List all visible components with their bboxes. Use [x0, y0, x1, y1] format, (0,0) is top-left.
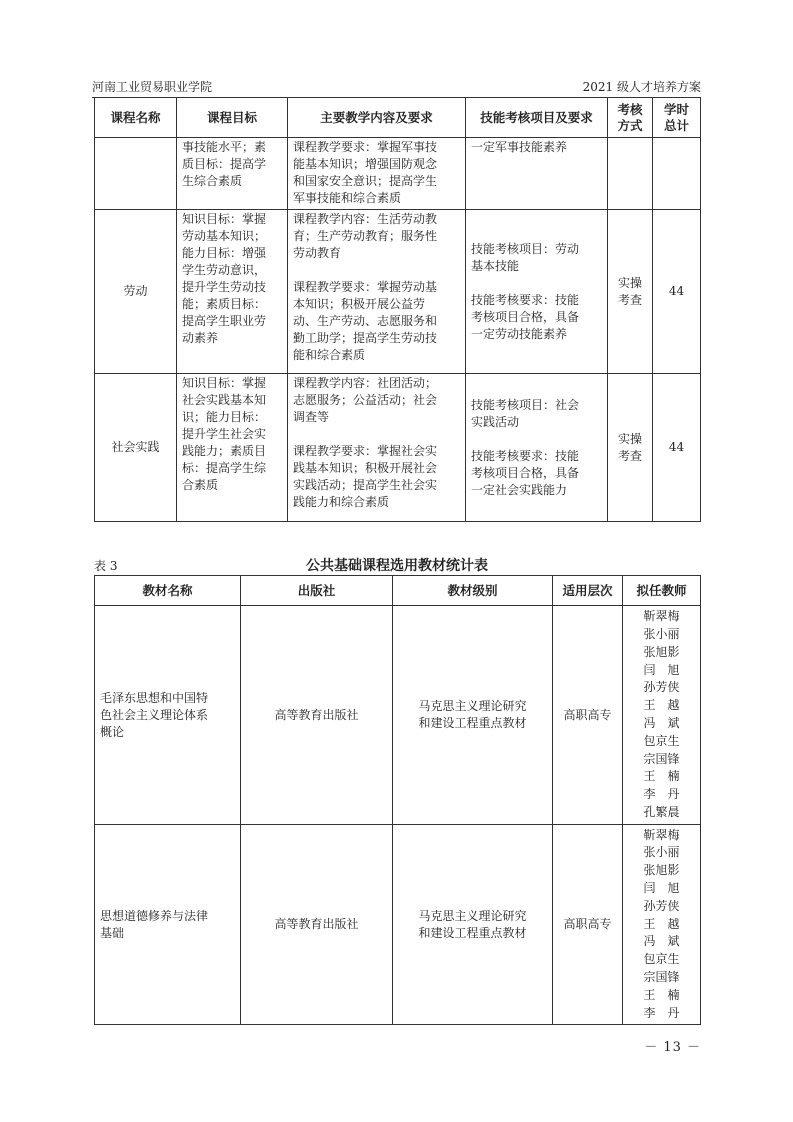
cell-teachers-line: 张旭影 [643, 863, 680, 878]
cell-content-line: 本知识；积极开展公益劳 [293, 297, 426, 311]
cell-content-line: 践能力和综合素质 [293, 495, 390, 509]
cell-goal-line: 事技能水平；素 [182, 140, 267, 154]
table3-title: 公共基础课程选用教材统计表 [306, 558, 488, 574]
cell-goal-line: 生综合素质 [182, 174, 243, 188]
cell-goal-line: 质目标：提高学 [182, 157, 267, 171]
cell-skill-line: 技能考核要求：技能 [471, 292, 580, 307]
cell-book-level [393, 606, 553, 825]
cell-teachers-line: 冯 斌 [643, 716, 680, 730]
cell-name: 劳动 [95, 210, 177, 374]
cell-teachers-line: 王 楠 [643, 987, 680, 1002]
cell-teachers-line: 孙芳侠 [643, 898, 680, 913]
cell-goal-line: 提高学生职业劳 [182, 314, 267, 328]
cell-skill-line: 考核项目合格，具备 [471, 309, 580, 324]
cell-content-line: 志愿服务；公益活动；社会 [293, 393, 438, 407]
cell-book-name-line: 基础 [100, 925, 125, 940]
table-row-labor [95, 210, 701, 374]
cell-goal-line: 提升学生社会实 [182, 427, 267, 441]
col-header-content: 主要教学内容及要求 [288, 98, 466, 138]
course-table [94, 97, 701, 522]
cell-skill-line: 基本技能 [471, 258, 520, 273]
col-header-book-level: 教材级别 [393, 576, 553, 606]
paragraph-gap [293, 262, 460, 279]
cell-teachers-line: 孙芳侠 [643, 680, 680, 695]
cell-teachers-line: 闫 旭 [643, 662, 680, 677]
cell-book-name-line: 概论 [100, 724, 125, 739]
table-row-book [95, 606, 701, 825]
cell-book-level-line: 马克思主义理论研究 [418, 699, 527, 713]
cell-teachers-line: 靳翠梅 [643, 827, 680, 842]
cell-publisher: 高等教育出版社 [241, 825, 393, 1025]
cell-goal-line: 能力目标：增强 [182, 246, 267, 260]
paragraph-gap [471, 275, 602, 292]
cell-teachers-line: 张旭影 [643, 644, 680, 659]
cell-goal-line: 劳动基本知识； [182, 229, 267, 243]
cell-teachers-line: 王 楠 [643, 769, 680, 784]
cell-method [608, 138, 653, 210]
header-text-line: 学时 [663, 101, 689, 117]
cell-book-level-line: 马克思主义理论研究 [418, 908, 527, 923]
cell-teachers-line: 包京生 [643, 733, 680, 748]
cell-hours [653, 138, 701, 210]
header-plan-title: 2021 级人才培养方案 [582, 80, 701, 94]
cell-teachers-line: 王 越 [643, 698, 680, 713]
cell-skill-line: 一定社会实践能力 [471, 482, 568, 497]
header-text-line: 总计 [663, 117, 689, 133]
cell-goal-line: 知识目标：掌握 [182, 212, 267, 226]
cell-goal [177, 210, 288, 374]
table-header-row [95, 98, 701, 138]
cell-skill-line: 技能考核项目：社会 [471, 397, 580, 412]
col-header-publisher: 出版社 [241, 576, 393, 606]
cell-content-line: 课程教学要求：掌握劳动基 [293, 280, 438, 294]
cell-tier: 高职高专 [553, 606, 623, 825]
cell-skill [466, 138, 608, 210]
cell-teachers [623, 825, 701, 1025]
cell-content-line: 践基本知识；积极开展社会 [293, 461, 438, 475]
table3-label: 表 3 [94, 559, 118, 573]
cell-skill-line: 一定劳动技能素养 [471, 326, 568, 341]
cell-content-line: 和国家安全意识；提高学生 [293, 174, 438, 188]
cell-content-line: 动、生产劳动、志愿服务和 [293, 314, 438, 328]
cell-book-level [393, 825, 553, 1025]
cell-content-line: 能基本知识；增强国防观念 [293, 157, 438, 171]
cell-name: 社会实践 [95, 374, 177, 522]
page-number: － 13 － [644, 1040, 701, 1055]
cell-goal-line: 识；能力目标： [182, 410, 267, 424]
cell-book-name-line: 毛泽东思想和中国特 [100, 690, 209, 705]
cell-teachers-line: 张小丽 [643, 627, 680, 642]
cell-content [288, 138, 466, 210]
col-header-tier: 适用层次 [553, 576, 623, 606]
col-header-teachers: 拟任教师 [623, 576, 701, 606]
cell-content-line: 课程教学内容：生活劳动教 [293, 212, 438, 226]
cell-skill-line: 实践活动 [471, 414, 520, 429]
cell-content-line: 能和综合素质 [293, 348, 366, 362]
cell-method-line: 实操 [617, 275, 642, 290]
cell-goal [177, 138, 288, 210]
textbook-table [94, 575, 701, 1025]
cell-book-name [95, 606, 241, 825]
cell-skill [466, 374, 608, 522]
cell-goal-line: 标：提高学生综 [182, 461, 267, 475]
header-text-line: 方式 [617, 117, 643, 133]
cell-teachers-line: 李 丹 [643, 787, 680, 802]
cell-goal-line: 知识目标：掌握 [182, 376, 267, 390]
cell-skill-line: 考核项目合格，具备 [471, 465, 580, 480]
cell-goal-line: 合素质 [182, 478, 219, 492]
cell-content-line: 课程教学要求：掌握社会实 [293, 444, 438, 458]
cell-content-line: 实践活动；提高学生社会实 [293, 478, 438, 492]
table-row-book [95, 825, 701, 1025]
cell-goal-line: 动素养 [182, 331, 219, 345]
cell-skill [466, 210, 608, 374]
cell-name [95, 138, 177, 210]
cell-book-level-line: 和建设工程重点教材 [418, 716, 527, 730]
paragraph-gap [293, 426, 460, 443]
cell-skill-line: 技能考核项目：劳动 [471, 241, 580, 256]
cell-teachers-line: 冯 斌 [643, 934, 680, 949]
cell-book-name [95, 825, 241, 1025]
col-header-hours [653, 98, 701, 138]
col-header-book-name: 教材名称 [95, 576, 241, 606]
cell-publisher: 高等教育出版社 [241, 606, 393, 825]
cell-goal-line: 提升学生劳动技 [182, 280, 267, 294]
col-header-method [608, 98, 653, 138]
cell-method-line: 考查 [617, 448, 642, 463]
cell-hours: 44 [653, 210, 701, 374]
header-school: 河南工业贸易职业学院 [92, 80, 213, 94]
table-header-row [95, 576, 701, 606]
cell-teachers [623, 606, 701, 825]
cell-content-line: 军事技能和综合素质 [293, 191, 402, 205]
cell-skill-line: 技能考核要求：技能 [471, 448, 580, 463]
cell-teachers-line: 李 丹 [643, 1005, 680, 1020]
cell-goal-line: 学生劳动意识， [182, 263, 267, 277]
cell-method [608, 374, 653, 522]
cell-teachers-line: 宗国锋 [643, 751, 680, 766]
col-header-course-name: 课程名称 [95, 98, 177, 138]
cell-book-level-line: 和建设工程重点教材 [418, 925, 527, 940]
cell-content-line: 育；生产劳动教育；服务性 [293, 229, 438, 243]
cell-content-line: 课程教学要求：掌握军事技 [293, 140, 438, 154]
cell-teachers-line: 张小丽 [643, 845, 680, 860]
table3-caption [94, 555, 700, 575]
cell-content-line: 课程教学内容：社团活动； [293, 376, 438, 390]
cell-goal [177, 374, 288, 522]
header-text-line: 考核 [617, 101, 643, 117]
cell-content [288, 374, 466, 522]
cell-teachers-line: 孔繁晨 [643, 804, 680, 819]
table-row-social-practice [95, 374, 701, 522]
paragraph-gap [471, 431, 602, 448]
cell-goal-line: 践能力；素质目 [182, 444, 267, 458]
cell-content-line: 劳动教育 [293, 246, 342, 260]
cell-goal-line: 能；素质目标： [182, 297, 267, 311]
table-row-continued [95, 138, 701, 210]
cell-content [288, 210, 466, 374]
cell-goal-line: 社会实践基本知 [182, 393, 267, 407]
cell-teachers-line: 包京生 [643, 952, 680, 967]
cell-tier: 高职高专 [553, 825, 623, 1025]
cell-teachers-line: 靳翠梅 [643, 609, 680, 624]
cell-hours: 44 [653, 374, 701, 522]
cell-method-line: 考查 [617, 292, 642, 307]
cell-teachers-line: 王 越 [643, 916, 680, 931]
cell-method-line: 实操 [617, 431, 642, 446]
cell-skill-line: 一定军事技能素养 [471, 140, 568, 154]
cell-teachers-line: 闫 旭 [643, 881, 680, 895]
col-header-skill: 技能考核项目及要求 [466, 98, 608, 138]
cell-book-name-line: 色社会主义理论体系 [100, 707, 209, 722]
cell-book-name-line: 思想道德修养与法律 [100, 908, 209, 923]
cell-content-line: 勤工助学；提高学生劳动技 [293, 331, 438, 345]
cell-content-line: 调查等 [293, 410, 330, 424]
cell-teachers-line: 宗国锋 [643, 969, 680, 984]
cell-method [608, 210, 653, 374]
col-header-goal: 课程目标 [177, 98, 288, 138]
